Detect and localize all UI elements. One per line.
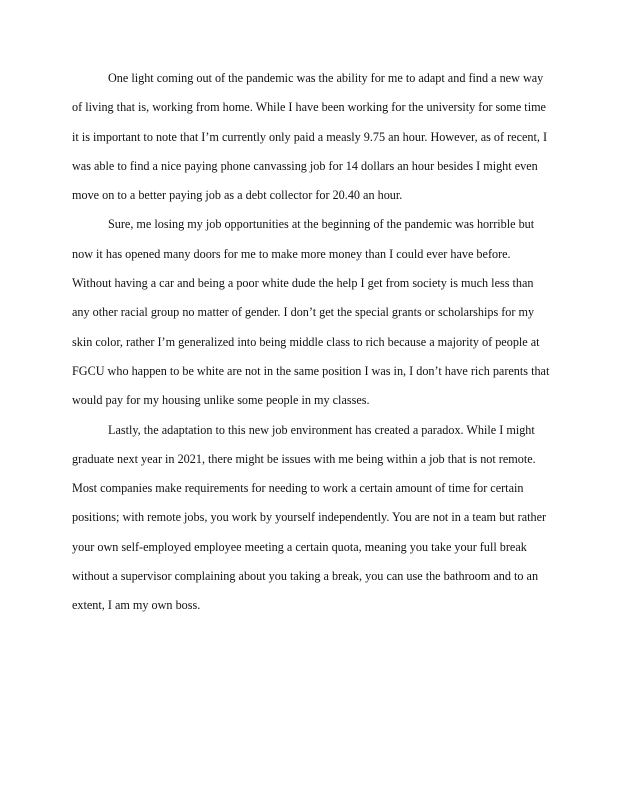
paragraph-2: Sure, me losing my job opportunities at the beginning of the pandemic was horrible but now it has opened many doors for me to make more money than I could ever have before. Without having a car and being a poor white dude the help I get from society is much less than any other racial group no matter of gender. I don’t get the special grants or scholarships for my skin color, rather I’m generalized into being middle class to rich because a majority of people at FGCU who happen to be white are not in the same position I was in, I don’t have rich parents that would pay for my housing unlike some people in my classes. [72,217,550,408]
document-body [72,64,552,621]
paragraph-1: One light coming out of the pandemic was the ability for me to adapt and find a new way of living that is, working from home. While I have been working for the university for some time it is important to note that I’m currently only paid a measly 9.75 an hour. However, as of recent, I was able to find a nice paying phone canvassing job for 14 dollars an hour besides I might even move on to a better paying job as a debt collector for 20.40 an hour. [72,71,548,203]
paragraph-3: Lastly, the adaptation to this new job environment has created a paradox. While I might graduate next year in 2021, there might be issues with me being within a job that is not remote. Most companies make requirements for needing to work a certain amount of time for certain positions; with remote jobs, you work by yourself independently. You are not in a team but rather your own self-employed employee meeting a certain quota, meaning you take your full break without a supervisor complaining about you taking a break, you can use the bathroom and to an extent, I am my own boss. [72,422,547,613]
